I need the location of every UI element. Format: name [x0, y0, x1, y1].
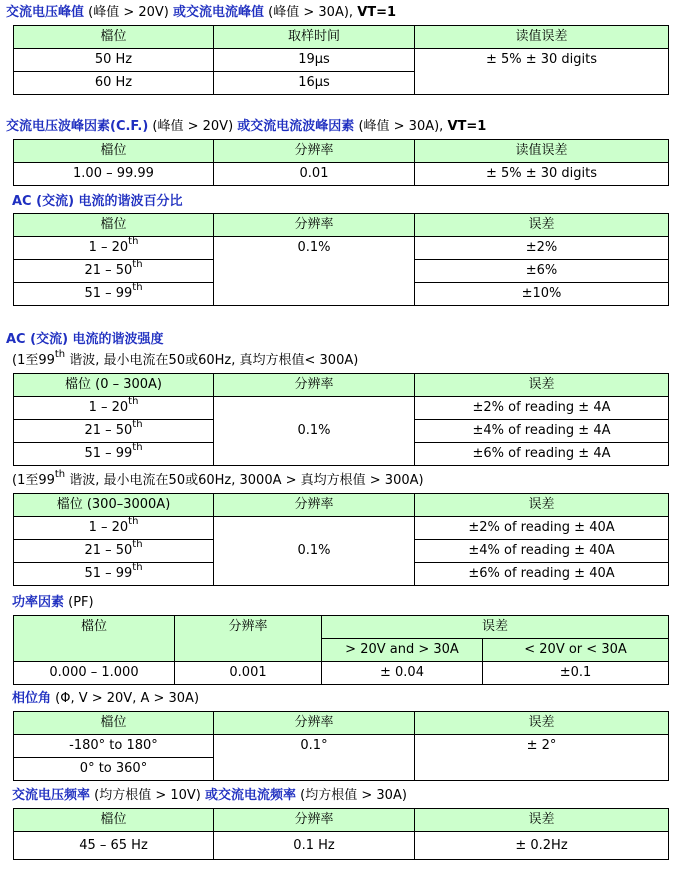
resolution-cell: 0.001	[175, 662, 322, 685]
error-cell: ±2% of reading ± 4A	[415, 397, 669, 420]
harmonic-note-high: (1至99th 谐波, 最小电流在50或60Hz, 3000A > 真均方根值 > 300A)	[12, 468, 424, 488]
range-cell: 21 – 50th	[14, 420, 214, 443]
header-resolution: 分辨率	[214, 374, 415, 397]
range-cell: 21 – 50th	[14, 260, 214, 283]
table-header-row	[14, 26, 669, 49]
header-range: 檔位	[14, 140, 214, 163]
error-cell: ±2% of reading ± 40A	[415, 517, 669, 540]
range-cell: -180° to 180°	[14, 735, 214, 758]
range-cell: 45 – 65 Hz	[14, 832, 214, 860]
header-resolution: 分辨率	[175, 616, 322, 662]
range-cell: 1 – 20th	[14, 237, 214, 260]
header-range: 檔位	[14, 616, 175, 662]
range-cell: 60 Hz	[14, 72, 214, 95]
resolution-cell: 0.1%	[214, 397, 415, 466]
header-resolution: 分辨率	[214, 712, 415, 735]
phase-angle-table	[13, 711, 669, 781]
table-header-row	[14, 712, 669, 735]
range-cell: 1.00 – 99.99	[14, 163, 214, 186]
header-reading-error: 读值误差	[415, 140, 669, 163]
power-factor-table	[13, 615, 669, 685]
error-cell: ±6% of reading ± 40A	[415, 563, 669, 586]
header-range: 檔位 (0 – 300A)	[14, 374, 214, 397]
table-row	[14, 662, 669, 685]
resolution-cell: 0.1%	[214, 517, 415, 586]
header-resolution: 分辨率	[214, 494, 415, 517]
table-header-row	[14, 809, 669, 832]
section-title-phase-angle: 相位角 (Φ, V > 20V, A > 30A)	[12, 691, 200, 706]
resolution-cell: 0.1%	[214, 237, 415, 306]
resolution-cell: 0.1 Hz	[214, 832, 415, 860]
header-resolution: 分辨率	[214, 809, 415, 832]
harmonic-magnitude-high-table	[13, 493, 669, 586]
header-range: 檔位	[14, 712, 214, 735]
range-cell: 0.000 – 1.000	[14, 662, 175, 685]
error-cell: ± 5% ± 30 digits	[415, 163, 669, 186]
range-cell: 51 – 99th	[14, 563, 214, 586]
error-cell: ±6% of reading ± 4A	[415, 443, 669, 466]
section-title-power-factor: 功率因素 (PF)	[12, 595, 94, 610]
header-sampling-time: 取样时间	[214, 26, 415, 49]
error-cell: ± 2°	[415, 735, 669, 781]
table-row	[14, 735, 669, 758]
table-row	[14, 832, 669, 860]
error-cell-low: ±0.1	[483, 662, 669, 685]
table-row	[14, 163, 669, 186]
subheader-high: > 20V and > 30A	[322, 639, 483, 662]
table-header-row	[14, 214, 669, 237]
header-error: 误差	[415, 494, 669, 517]
table-header-row	[14, 374, 669, 397]
time-cell: 19µs	[214, 49, 415, 72]
table-header-row	[14, 140, 669, 163]
error-cell: ±10%	[415, 283, 669, 306]
range-cell: 1 – 20th	[14, 397, 214, 420]
error-cell: ±4% of reading ± 40A	[415, 540, 669, 563]
header-reading-error: 读值误差	[415, 26, 669, 49]
table-row	[14, 397, 669, 420]
range-cell: 51 – 99th	[14, 283, 214, 306]
error-cell-high: ± 0.04	[322, 662, 483, 685]
section-title-crest-factor: 交流电压波峰因素(C.F.) (峰值 > 20V) 或交流电流波峰因素 (峰值 > 30A), VT=1	[6, 119, 487, 134]
crest-factor-table	[13, 139, 669, 186]
table-row	[14, 517, 669, 540]
section-title-harmonic-magnitude: AC (交流) 电流的谐波强度	[6, 332, 164, 347]
section-title-ac-peak: 交流电压峰值 (峰值 > 20V) 或交流电流峰值 (峰值 > 30A), VT=1	[6, 5, 397, 20]
harmonic-percent-table	[13, 213, 669, 306]
header-error: 误差	[415, 214, 669, 237]
range-cell: 21 – 50th	[14, 540, 214, 563]
error-cell: ± 5% ± 30 digits	[415, 49, 669, 95]
table-header-row	[14, 616, 669, 639]
error-cell: ±4% of reading ± 4A	[415, 420, 669, 443]
resolution-cell: 0.01	[214, 163, 415, 186]
range-cell: 50 Hz	[14, 49, 214, 72]
header-error: 误差	[415, 809, 669, 832]
section-title-frequency: 交流电压频率 (均方根值 > 10V) 或交流电流频率 (均方根值 > 30A)	[12, 788, 407, 803]
header-error: 误差	[415, 374, 669, 397]
header-range: 檔位	[14, 809, 214, 832]
header-error: 误差	[322, 616, 669, 639]
subheader-low: < 20V or < 30A	[483, 639, 669, 662]
header-range: 檔位	[14, 26, 214, 49]
header-error: 误差	[415, 712, 669, 735]
time-cell: 16µs	[214, 72, 415, 95]
table-row	[14, 237, 669, 260]
harmonic-magnitude-low-table	[13, 373, 669, 466]
harmonic-note-low: (1至99th 谐波, 最小电流在50或60Hz, 真均方根值< 300A)	[12, 348, 359, 368]
error-cell: ±6%	[415, 260, 669, 283]
header-resolution: 分辨率	[214, 214, 415, 237]
header-range: 檔位 (300–3000A)	[14, 494, 214, 517]
resolution-cell: 0.1°	[214, 735, 415, 781]
table-header-row	[14, 494, 669, 517]
range-cell: 1 – 20th	[14, 517, 214, 540]
range-cell: 51 – 99th	[14, 443, 214, 466]
table-row	[14, 49, 669, 72]
ac-peak-table	[13, 25, 669, 95]
section-title-harmonic-percent: AC (交流) 电流的谐波百分比	[12, 194, 183, 209]
header-resolution: 分辨率	[214, 140, 415, 163]
header-range: 檔位	[14, 214, 214, 237]
error-cell: ± 0.2Hz	[415, 832, 669, 860]
error-cell: ±2%	[415, 237, 669, 260]
range-cell: 0° to 360°	[14, 758, 214, 781]
frequency-table	[13, 808, 669, 860]
